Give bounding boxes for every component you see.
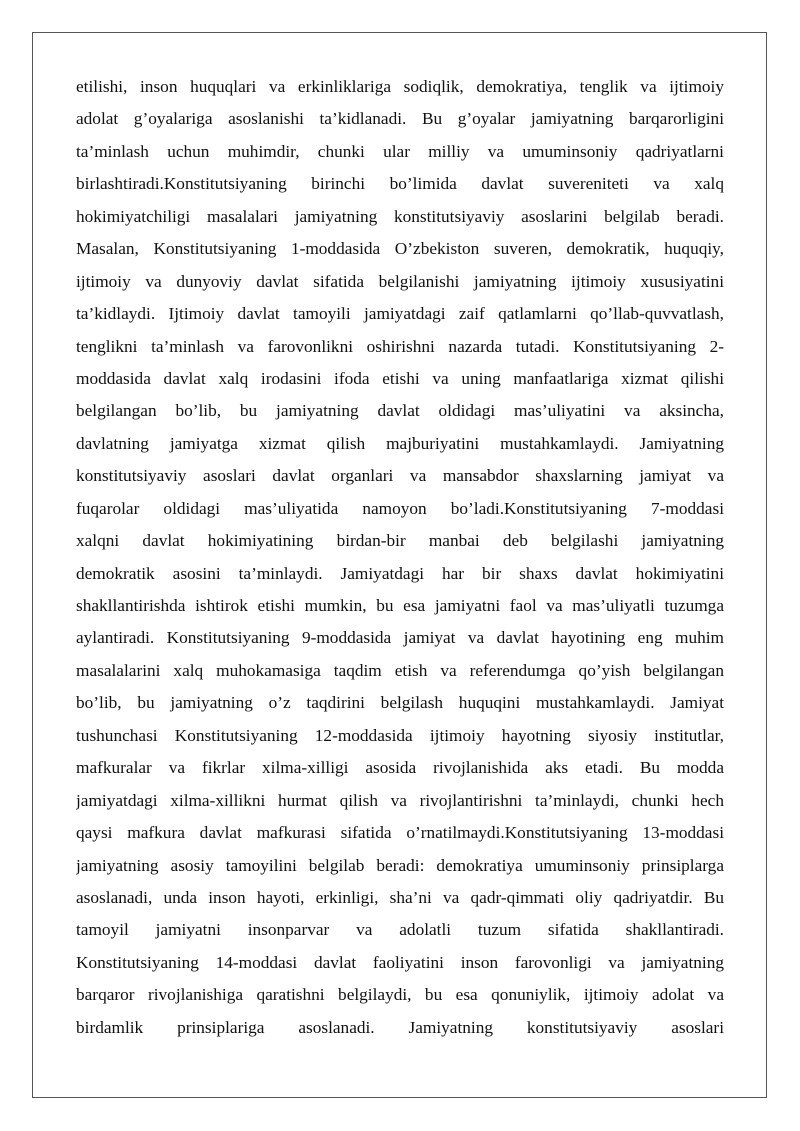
text-line: moddasida davlat xalq irodasini ifoda etishi va uning manfaatlariga xizmat qilishi (76, 368, 724, 388)
text-line: demokratik asosini ta’minlaydi. Jamiyatdagi har bir shaxs davlat hokimiyatini (76, 563, 724, 583)
text-line: aylantiradi. Konstitutsiyaning 9-moddasida jamiyat va davlat hayotining eng muhim (76, 628, 724, 648)
text-line: tenglikni ta’minlash va farovonlikni oshirishni nazarda tutadi. Konstitutsiyaning 2- (76, 336, 724, 356)
text-line: konstitutsiyaviy asoslari davlat organlari va mansabdor shaxslarning jamiyat va (76, 466, 724, 486)
text-line: Masalan, Konstitutsiyaning 1-moddasida O’zbekiston suveren, demokratik, huquqiy, (76, 239, 724, 259)
text-line: bo’lib, bu jamiyatning o’z taqdirini belgilash huquqini mustahkamlaydi. Jamiyat (76, 693, 724, 713)
text-line: masalalarini xalq muhokamasiga taqdim etish va referendumga qo’yish belgilangan (76, 660, 724, 680)
text-line: Konstitutsiyaning 14-moddasi davlat faoliyatini inson farovonligi va jamiyatning (76, 952, 724, 972)
text-line: birlashtiradi.Konstitutsiyaning birinchi bo’limida davlat suvereniteti va xalq (76, 174, 724, 194)
text-line: barqaror rivojlanishiga qaratishni belgilaydi, bu esa qonuniylik, ijtimoiy adolat va (76, 985, 724, 1005)
text-line: birdamlik prinsiplariga asoslanadi. Jamiyatning konstitutsiyaviy asoslari (76, 1017, 724, 1037)
text-line: ijtimoiy va dunyoviy davlat sifatida belgilanishi jamiyatning ijtimoiy xususiyatini (76, 271, 724, 291)
text-line: davlatning jamiyatga xizmat qilish majburiyatini mustahkamlaydi. Jamiyatning (76, 433, 724, 453)
text-line: qaysi mafkura davlat mafkurasi sifatida o’rnatilmaydi.Konstitutsiyaning 13-moddasi (76, 823, 724, 843)
text-line: belgilangan bo’lib, bu jamiyatning davlat oldidagi mas’uliyatini va aksincha, (76, 401, 724, 421)
text-line: fuqarolar oldidagi mas’uliyatida namoyon bo’ladi.Konstitutsiyaning 7-moddasi (76, 498, 724, 518)
text-line: ta’kidlaydi. Ijtimoiy davlat tamoyili jamiyatdagi zaif qatlamlarni qo’llab-quvvatlash, (76, 304, 724, 324)
text-line: jamiyatdagi xilma-xillikni hurmat qilish va rivojlantirishni ta’minlaydi, chunki hech (76, 790, 724, 810)
text-line: tamoyil jamiyatni insonparvar va adolatli tuzum sifatida shakllantiradi. (76, 920, 724, 940)
text-line: hokimiyatchiligi masalalari jamiyatning konstitutsiyaviy asoslarini belgilab beradi. (76, 206, 724, 226)
text-line: xalqni davlat hokimiyatining birdan-bir manbai deb belgilashi jamiyatning (76, 531, 724, 551)
text-line: ta’minlash uchun muhimdir, chunki ular milliy va umuminsoniy qadriyatlarni (76, 141, 724, 161)
document-body-text (76, 71, 724, 1044)
text-line: mafkuralar va fikrlar xilma-xilligi asosida rivojlanishida aks etadi. Bu modda (76, 758, 724, 778)
text-line: tushunchasi Konstitutsiyaning 12-moddasida ijtimoiy hayotning siyosiy institutlar, (76, 725, 724, 745)
text-line: shakllantirishda ishtirok etishi mumkin, bu esa jamiyatni faol va mas’uliyatli tuzumga (76, 596, 724, 615)
text-line: etilishi, inson huquqlari va erkinliklariga sodiqlik, demokratiya, tenglik va ijtimoiy (76, 77, 724, 96)
text-line: asoslanadi, unda inson hayoti, erkinligi, sha’ni va qadr-qimmati oliy qadriyatdir. Bu (76, 887, 724, 907)
text-line: adolat g’oyalariga asoslanishi ta’kidlanadi. Bu g’oyalar jamiyatning barqarorligini (76, 109, 724, 129)
text-line: jamiyatning asosiy tamoyilini belgilab beradi: demokratiya umuminsoniy prinsiplarga (76, 855, 724, 875)
